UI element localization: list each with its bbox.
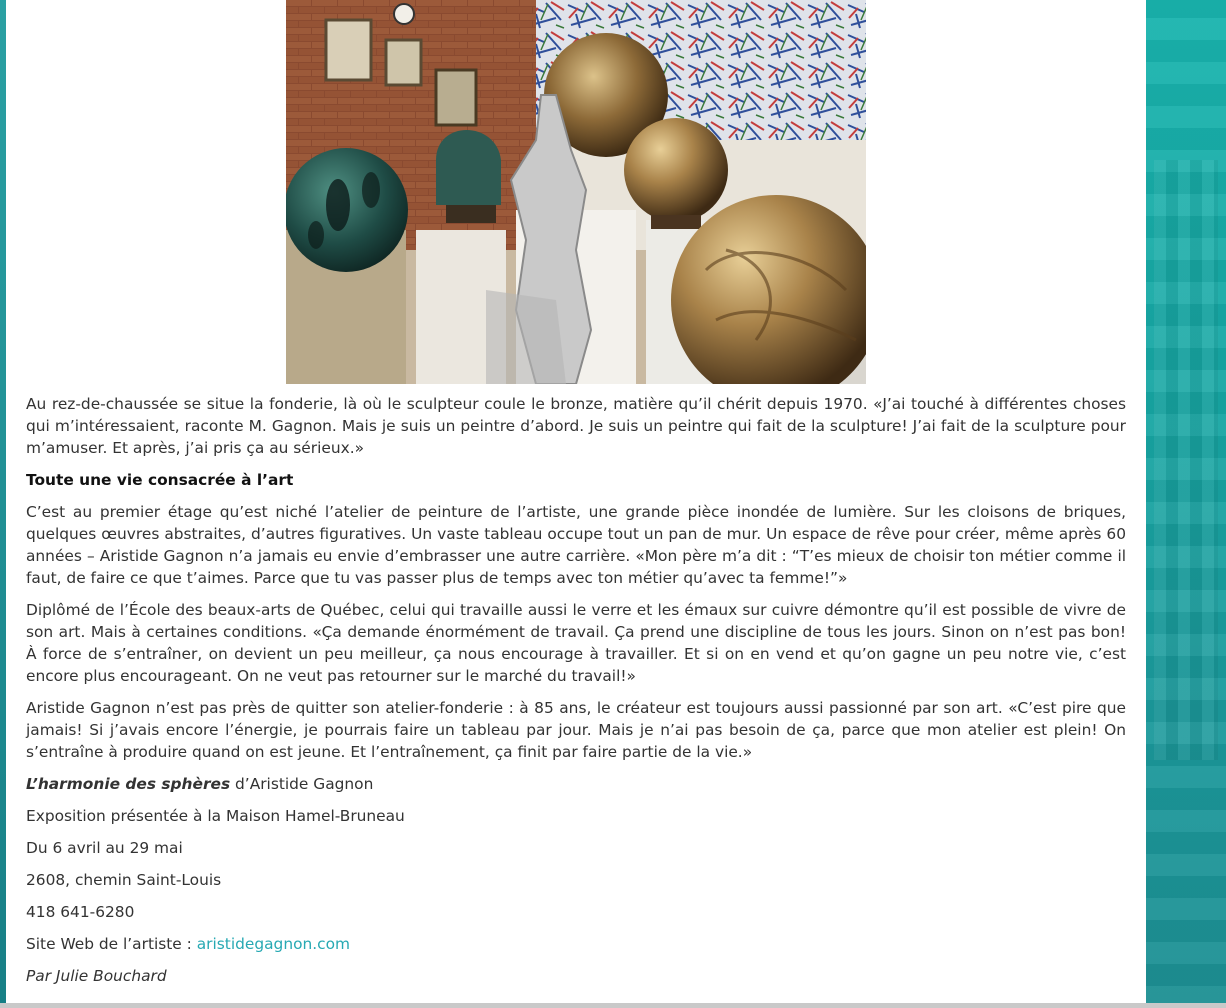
article-paragraph-3: Diplômé de l’École des beaux-arts de Québec, celui qui travaille aussi le verre et les émaux sur cuivre démontre qu’il est possible de vivre de son art. Mais à certaines conditions. «Ça demande énormément de travail. Ça prend une discipline de tous les jours. Sinon on n’est pas bon! À force de s’entraîner, on devient un peu meilleur, ça nous encourage à travailler. Et si on en vend et qu’on gagne un peu notre vie, c’est encore plus encourageant. On ne veut pas retourner sur le marché du travail!» [26,601,1126,685]
article-paragraph-2: C’est au premier étage qu’est niché l’atelier de peinture de l’artiste, une grande pièce inondée de lumière. Sur les cloisons de briques, quelques œuvres abstraites, d’autres figuratives. Un vaste tableau occupe tout un pan de mur. Un espace de rêve pour créer, même après 60 années – Aristide Gagnon n’a jamais eu envie d’embrasser une autre carrière. «Mon père m’a dit : “T’es mieux de choisir ton métier comme il faut, de faire ce que t’aimes. Parce que tu vas passer plus de temps avec ton métier qu’avec ta femme!”» [26,503,1126,587]
article-body [26,393,1126,997]
sculpture-photo-illustration [286,0,866,384]
exhibition-venue: Exposition présentée à la Maison Hamel-Bruneau [26,807,405,825]
article-content [6,0,1146,1003]
bottom-edge-bar [0,1003,1226,1008]
article-photo [286,0,866,384]
artist-website-label: Site Web de l’artiste : [26,935,197,953]
artist-website-line [26,933,1126,955]
article-paragraph-4: Aristide Gagnon n’est pas près de quitter son atelier-fonderie : à 85 ans, le créateur est toujours aussi passionné par son art. «C’est pire que jamais! Si j’avais encore l’énergie, je pourrais faire un tableau par jour. Mais je n’ai pas besoin de ça, parce que mon atelier est plein! On s’entraîne à produire quand on est jeune. Et l’entraînement, ça finit par faire partie de la vie.» [26,699,1126,761]
article-paragraph-1: Au rez-de-chaussée se situe la fonderie, là où le sculpteur coule le bronze, matière qu’il chérit depuis 1970. «J’ai touché à différentes choses qui m’intéressaient, raconte M. Gagnon. Mais je suis un peintre d’abord. Je suis un peintre qui fait de la sculpture! J’ai fait de la sculpture pour m’amuser. Et après, j’ai pris ça au sérieux.» [26,395,1126,457]
background-right-panel [1146,0,1226,1008]
exhibition-artist: d’Aristide Gagnon [230,775,374,793]
artist-website-link[interactable]: aristidegagnon.com [196,935,351,953]
exhibition-dates: Du 6 avril au 29 mai [26,839,183,857]
exhibition-phone: 418 641-6280 [26,903,135,921]
exhibition-title: L’harmonie des sphères [26,775,231,793]
exhibition-address: 2608, chemin Saint-Louis [26,871,222,889]
article-byline: Par Julie Bouchard [26,967,167,985]
exhibition-title-line [26,773,1126,795]
section-heading: Toute une vie consacrée à l’art [26,471,294,489]
